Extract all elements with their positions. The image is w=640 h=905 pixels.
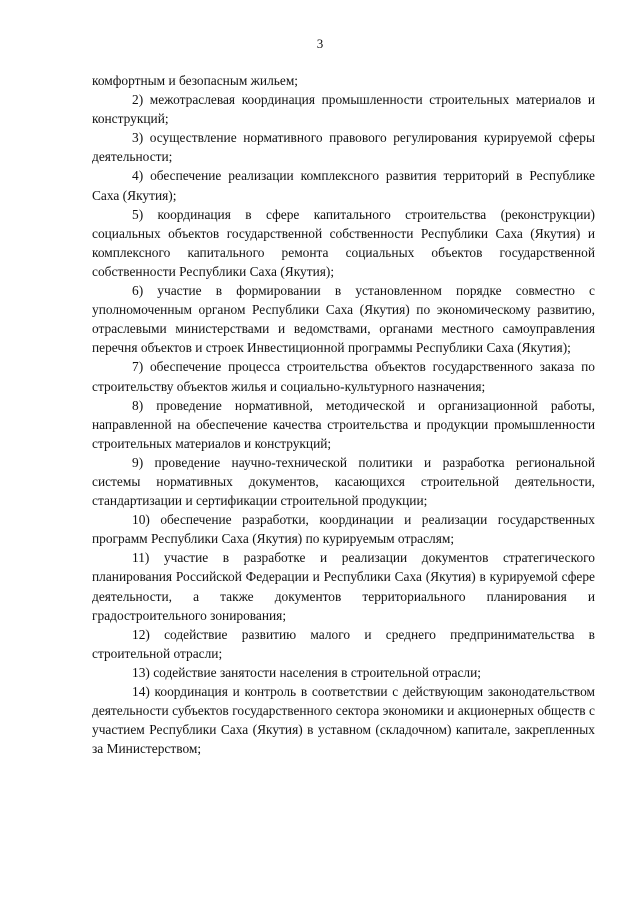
list-item-2: 2) межотраслевая координация промышленности строительных материалов и конструкций; <box>92 92 595 127</box>
list-item-5: 5) координация в сфере капитального строительства (реконструкции) социальных объектов государственной собственности Республики Саха (Якутия) и комплексного капитального ремонта социальных объектов государственной собственности Республики Саха (Якутия); <box>92 206 595 279</box>
list-item-11: 11) участие в разработке и реализации документов стратегического планирования Российской Федерации и Республики Саха (Якутия) в курируемой сфере деятельности, а также документов территориального планирования и градостроительного зонирования; <box>92 550 595 623</box>
list-item-12: 12) содействие развитию малого и среднего предпринимательства в строительной отрасли; <box>92 626 595 661</box>
list-item-8: 8) проведение нормативной, методической и организационной работы, направленной на обеспечение качества строительства и продукции промышленности строительных материалов и конструкций; <box>92 397 595 451</box>
list-item-13: 13) содействие занятости населения в строительной отрасли; <box>132 664 481 680</box>
list-item-4: 4) обеспечение реализации комплексного развития территорий в Республике Саха (Якутия); <box>92 168 595 203</box>
list-item-7: 7) обеспечение процесса строительства объектов государственного заказа по строительству объектов жилья и социально-культурного назначения; <box>92 359 595 394</box>
paragraph-continuation: комфортным и безопасным жильем; <box>92 73 299 88</box>
list-item-3: 3) осуществление нормативного правового регулирования курируемой сферы деятельности; <box>92 130 595 165</box>
page-number: 3 <box>316 36 324 51</box>
document-body <box>92 71 595 758</box>
list-item-14: 14) координация и контроль в соответствии с действующим законодательством деятельности субъектов государственного сектора экономики и акционерных обществ с участием Республики Саха (Якутия) в уставном (складочном) капитале, закрепленных за Министерством; <box>92 684 595 757</box>
list-item-6: 6) участие в формировании в установленном порядке совместно с уполномоченным органом Республики Саха (Якутия) по экономическому развитию, отраслевыми министерствами и ведомствами, органами местного самоуправления перечня объектов и строек Инвестиционной программы Республики Саха (Якутия); <box>92 283 595 356</box>
list-item-10: 10) обеспечение разработки, координации и реализации государственных программ Республики Саха (Якутия) по курируемым отраслям; <box>92 512 595 547</box>
list-item-9: 9) проведение научно-технической политики и разработка региональной системы нормативных документов, касающихся строительной деятельности, стандартизации и сертификации строительной продукции; <box>92 454 595 509</box>
